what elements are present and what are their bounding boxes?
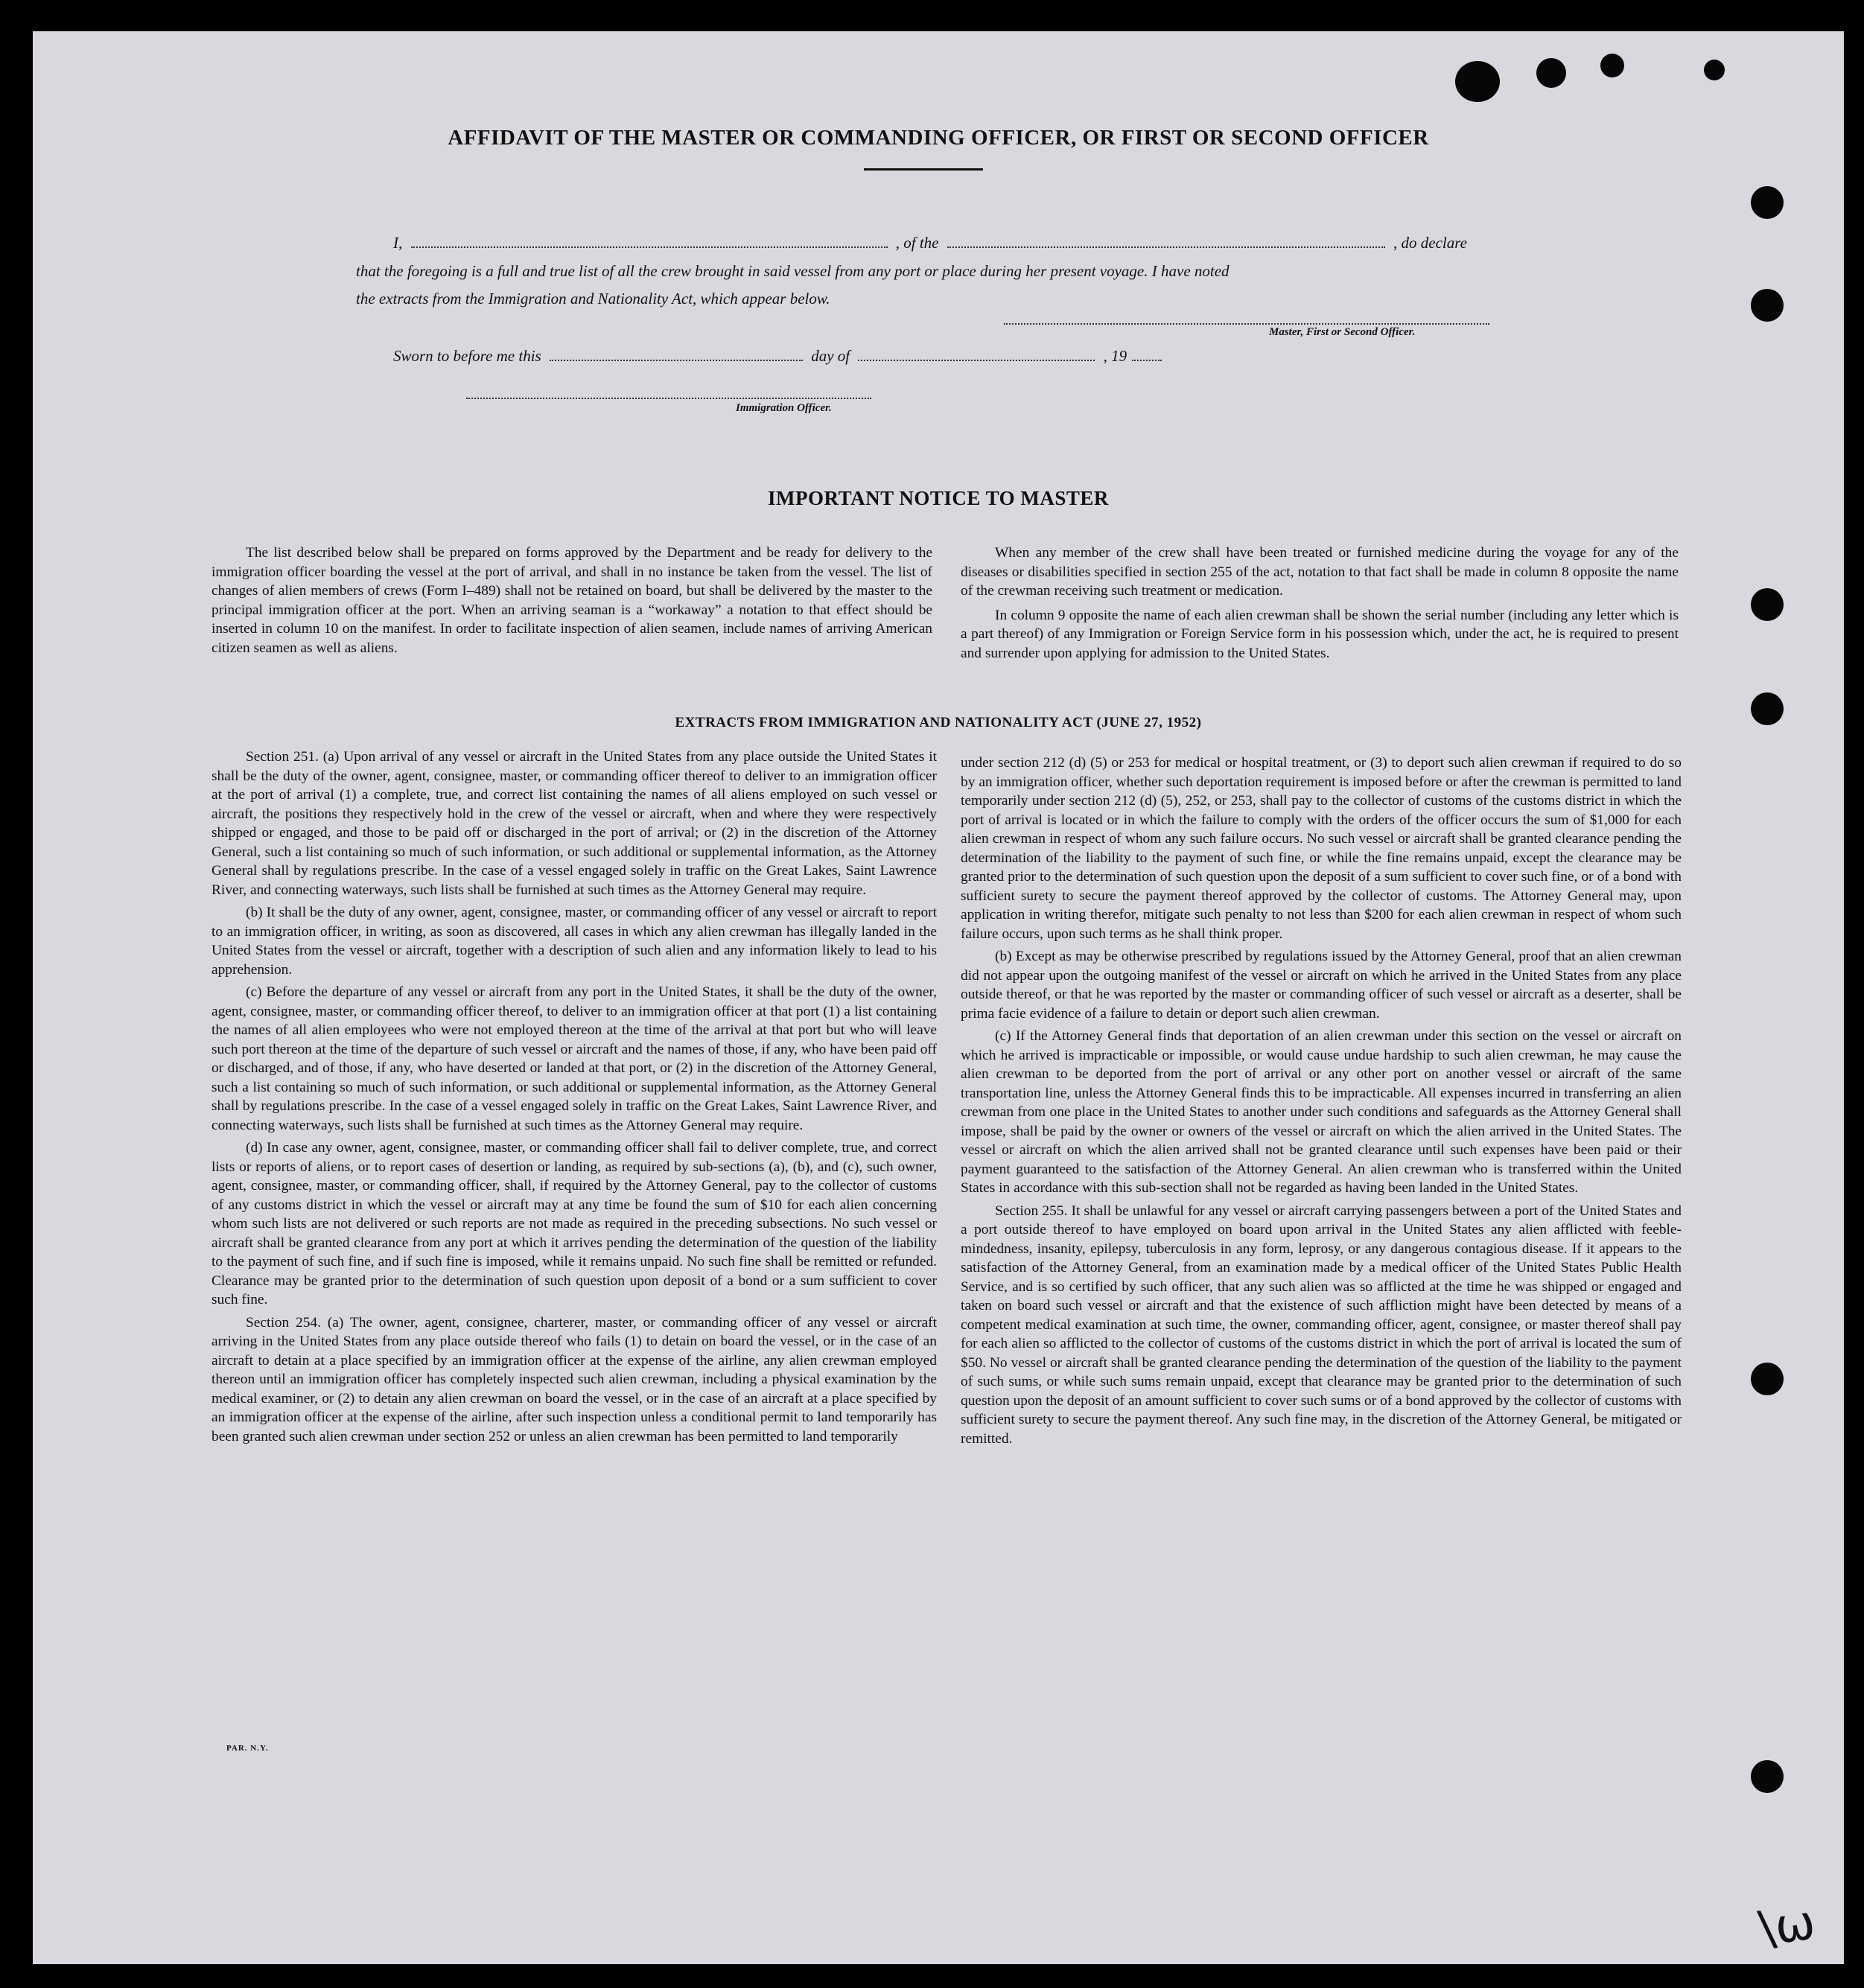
- section-251-b: (b) It shall be the duty of any owner, agent, consignee, master, or commanding officer of any vessel or aircraft to report to an immigration officer, in writing, as soon as discovered, all cases in which any alien crewman has illegally landed in the United States from the vessel or aircraft, together with a description of such alien and any information likely to lead to his apprehension.: [211, 905, 937, 978]
- master-signature-caption: Master, First or Second Officer.: [1269, 326, 1416, 338]
- sworn-line: [393, 347, 1166, 366]
- form-page: [33, 31, 1844, 1964]
- vessel-blank[interactable]: [947, 246, 1385, 248]
- punch-hole: [1751, 1363, 1784, 1395]
- declare-i-label: I,: [393, 234, 403, 252]
- name-blank[interactable]: [411, 246, 888, 248]
- extracts-left-column: [211, 748, 937, 1446]
- section-251-c: (c) Before the departure of any vessel or aircraft from any port in the United States, it shall be the duty of the owner, agent, consignee, master, or commanding officer thereof, to deliver to an immigration officer at that port (1) a list containing the names of all alien employees who were not employed thereon at the time of the arrival at that port but who will leave such port thereon at the time of the departure of such vessel or aircraft and the names of those, if any, who have been paid off or discharged, and of those, if any, who have deserted or landed at that port, or (2) in the discretion of the Attorney General, such a list containing so much of such information, or such additional or supplemental information, as the Attorney General shall by regulations prescribe. In the case of a vessel engaged solely in traffic on the Great Lakes, Saint Lawrence River, and connecting waterways, such lists shall be furnished at such times as the Attorney General may require.: [211, 984, 937, 1133]
- immigration-officer-signature-line[interactable]: [466, 398, 871, 399]
- handwritten-page-mark: \ω: [1755, 1895, 1819, 1957]
- extracts-right-column: [961, 754, 1682, 1448]
- section-254-b: (b) Except as may be otherwise prescribed by regulations issued by the Attorney General, proof that an alien crewman did not appear upon the outgoing manifest of the vessel or aircraft on which he arrived in the United States from any place outside thereof, or that he was reported by the master or commanding officer of such vessel or aircraft as a deserter, shall be prima facie evidence of a failure to detain or deport such alien crewman.: [961, 949, 1682, 1022]
- ink-blot: [1455, 61, 1500, 102]
- section-254-a-continued: under section 212 (d) (5) or 253 for medical or hospital treatment, or (3) to deport such alien crewman if required to do so by an immigration officer, whether such deportation requirement is imposed before or after the crewman is permitted to land temporarily under section 212 (d) (5), 252, or 253, shall pay to the collector of customs of the customs district in which the port of arrival is located or in which the failure to comply with the orders of the officer occurs the sum of $1,000 for each alien crewman in respect of whom any such failure occurs. No such vessel or aircraft shall be granted clearance pending the determination of the liability to the payment of such fine, or while the fine remains unpaid, except the clearance may be granted prior to the determination of such question upon the deposit of a sum sufficient to cover such fine, or of a bond with sufficient surety to secure the payment thereof approved by the collector of customs. The Attorney General may, upon application in writing therefor, mitigate such penalty to not less than $200 for each alien crewman in respect of whom such failure occurs, upon such terms as he shall think proper.: [961, 755, 1682, 942]
- punch-hole: [1751, 289, 1784, 322]
- notice-right-paragraph-1: When any member of the crew shall have been treated or furnished medicine during the voyage for any of the diseases or disabilities specified in section 255 of the act, notation to that fact shall be made in column 8 opposite the name of the crewman receiving such treatment or medication.: [961, 545, 1679, 599]
- sworn-day-of-label: day of: [811, 347, 850, 365]
- section-255: Section 255. It shall be unlawful for any vessel or aircraft carrying passengers between a port of the United States and a port outside thereof to have employed on board upon arrival in the United States any alien afflicted with feeble-mindedness, insanity, epilepsy, tuberculosis in any form, leprosy, or any dangerous contagious disease. If it appears to the satisfaction of the Attorney General, from an examination made by a medical officer of the United States Public Health Service, and is so certified by such officer, that any such alien was so afflicted at the time he was shipped or engaged and taken on board such vessel or aircraft and that the existence of such affliction might have been detected by means of a competent medical examination at such time, the owner, commanding officer, agent, consignee, or master thereof shall pay for each alien so afflicted to the collector of customs of the customs district in which the port of arrival is located the sum of $50. No vessel or aircraft shall be granted clearance pending the determination of the question of the liability to the payment of such sums, or while such sums remain unpaid, except that clearance may be granted prior to the determination of such question upon the deposit of an amount sufficient to cover such sums or of a bond approved by the collector of customs with sufficient surety to secure the payment thereof. Any such fine may, in the discretion of the Attorney General, be mitigated or remitted.: [961, 1202, 1682, 1447]
- master-signature-line[interactable]: [1004, 323, 1489, 325]
- immigration-officer-caption: Immigration Officer.: [736, 402, 832, 414]
- sworn-year-blank[interactable]: [1132, 359, 1162, 361]
- punch-hole: [1536, 58, 1566, 88]
- declare-of-the-label: , of the: [895, 234, 939, 252]
- punch-hole: [1751, 588, 1784, 621]
- notice-right-column: [961, 544, 1679, 663]
- section-254-c: (c) If the Attorney General finds that deportation of an alien crewman under this section on the vessel or aircraft on which he arrived is impracticable or impossible, or would cause undue hardship to such alien crewman, he may cause the alien crewman to be deported from the port of arrival or any other port on another vessel or aircraft of the same transportation line, unless the Attorney General finds this to be impracticable. All expenses incurred in transferring an alien crewman from one place in the United States to another under such conditions and safeguards as the Attorney General shall impose, shall be paid by the owner or owners of the vessel or aircraft on which the alien arrived in the United States. The vessel or aircraft on which the alien arrived shall not be granted clearance until such expenses have been paid or their payment guaranteed to the satisfaction of the Attorney General. An alien crewman who is transferred within the United States in accordance with this sub-section shall not be regarded as having been landed in the United States.: [961, 1028, 1682, 1196]
- extracts-title: EXTRACTS FROM IMMIGRATION AND NATIONALITY ACT (JUNE 27, 1952): [675, 715, 1202, 730]
- title-divider: [864, 168, 983, 171]
- declaration-line: [393, 234, 1467, 252]
- sworn-day-blank[interactable]: [550, 359, 803, 361]
- notice-right-paragraph-2: In column 9 opposite the name of each alien crewman shall be shown the serial number (including any letter which is a part thereof) of any Immigration or Foreign Service form in his possession which, under the act, he is required to present and surrender upon applying for admission to the United States.: [961, 607, 1679, 661]
- notice-left-paragraph: The list described below shall be prepared on forms approved by the Department and be ready for delivery to the immigration officer boarding the vessel at the port of arrival, and shall in no instance be taken from the vessel. The list of changes of alien members of crews (Form I–489) shall not be retained on board, but shall be delivered by the master to the principal immigration officer at the port. When an arriving seaman is a “workaway” a notation to that effect should be inserted in column 10 on the manifest. In order to facilitate inspection of alien seamen, include names of arriving American citizen seamen as well as aliens.: [211, 545, 932, 656]
- sworn-month-blank[interactable]: [858, 359, 1095, 361]
- section-251-a: Section 251. (a) Upon arrival of any vessel or aircraft in the United States from any place outside the United States it shall be the duty of the owner, agent, consignee, master, or commanding officer thereof to deliver to an immigration officer at the port of arrival (1) a complete, true, and correct list containing the names of all aliens employed on such vessel or aircraft, the positions they respectively hold in the crew of the vessel or aircraft, when and where they were respectively shipped or engaged, and those to be paid off or discharged in the port of arrival; or (2) in the discretion of the Attorney General, such a list containing so much of such information, or such additional or supplemental information, as the Attorney General shall by regulations prescribe. In the case of a vessel engaged solely in traffic on the Great Lakes, Saint Lawrence River, and connecting waterways, such lists shall be furnished at such times as the Attorney General may require.: [211, 749, 937, 898]
- section-254-a: Section 254. (a) The owner, agent, consignee, charterer, master, or commanding officer of any vessel or aircraft arriving in the United States from any place outside thereof who fails (1) to detain on board the vessel, or in the case of an aircraft to detain at a place specified by an immigration officer at the expense of the airline, any alien crewman employed thereon until an immigration officer has completely inspected such alien crewman, including a physical examination by the medical examiner, or (2) to detain any alien crewman on board the vessel, or in the case of an aircraft at a place specified by an immigration officer at the expense of the airline, after such inspection unless a conditional permit to land temporarily has been granted such alien crewman under section 252 or unless an alien crewman has been permitted to land temporarily: [211, 1314, 937, 1444]
- notice-title: IMPORTANT NOTICE TO MASTER: [768, 487, 1109, 509]
- punch-hole: [1751, 186, 1784, 219]
- declare-do-declare-label: , do declare: [1393, 234, 1467, 252]
- punch-hole: [1600, 54, 1624, 77]
- statement-line-2: the extracts from the Immigration and Nationality Act, which appear below.: [356, 290, 830, 308]
- affidavit-title: AFFIDAVIT OF THE MASTER OR COMMANDING OFFICER, OR FIRST OR SECOND OFFICER: [448, 126, 1429, 150]
- sworn-prefix-label: Sworn to before me this: [393, 347, 541, 365]
- punch-hole: [1751, 1760, 1784, 1793]
- sworn-year-label: , 19: [1103, 347, 1127, 365]
- printer-code: PAR. N.Y.: [226, 1744, 269, 1753]
- punch-hole: [1704, 60, 1725, 80]
- notice-left-column: [211, 544, 932, 657]
- section-251-d: (d) In case any owner, agent, consignee, master, or commanding officer shall fail to deliver complete, true, and correct lists or reports of aliens, or to report cases of desertion or landing, as required by sub-sections (a), (b), and (c), such owner, agent, consignee, master, or commanding officer, shall, if required by the Attorney General, pay to the collector of customs of any customs district in which the vessel or aircraft may at any time be found the sum of $10 for each alien concerning whom such lists are not delivered or such reports are not made as required in the preceding subsections. No such vessel or aircraft shall be granted clearance from any port at which it arrives pending the determination of the question of the liability to the payment of such fine, and if such fine is imposed, while it remains unpaid. No such fine shall be remitted or refunded. Clearance may be granted prior to the determination of such question upon deposit of a bond or a sum sufficient to cover such fine.: [211, 1140, 937, 1307]
- statement-line-1: that the foregoing is a full and true list of all the crew brought in said vessel from any port or place during her present voyage. I have noted: [356, 262, 1230, 280]
